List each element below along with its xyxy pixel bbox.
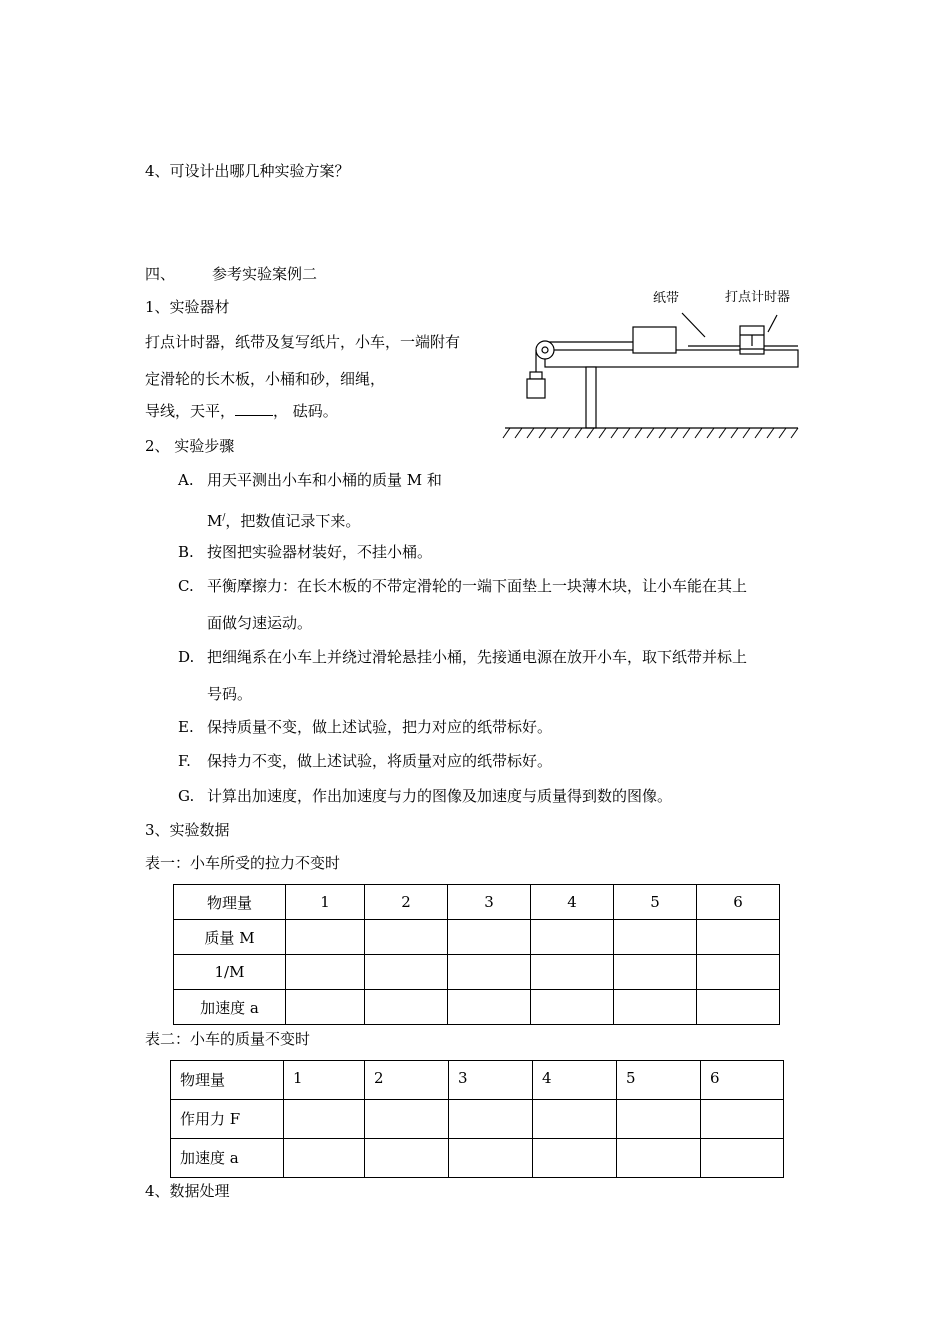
input-cell[interactable]	[365, 990, 448, 1025]
table-row	[174, 885, 780, 920]
table-2	[170, 1060, 784, 1178]
input-cell[interactable]	[365, 920, 448, 955]
row-label: 质量 M	[174, 920, 286, 955]
input-cell[interactable]	[697, 955, 780, 990]
step-g-text: 计算出加速度，作出加速度与力的图像及加速度与质量得到数的图像。	[207, 787, 673, 805]
step-f-text: 保持力不变，做上述试验，将质量对应的纸带标好。	[207, 752, 553, 770]
question-4: 4、可设计出哪几种实验方案？	[145, 162, 350, 180]
input-cell[interactable]	[617, 1100, 701, 1139]
input-cell[interactable]	[614, 920, 697, 955]
table-leg	[586, 367, 596, 428]
header-cell: 4	[533, 1061, 617, 1100]
table1-caption: 表一：小车所受的拉力不变时	[145, 854, 341, 872]
table2-caption: 表二：小车的质量不变时	[145, 1030, 311, 1048]
input-cell[interactable]	[531, 920, 614, 955]
input-cell[interactable]	[365, 1100, 449, 1139]
processing-heading: 4、数据处理	[145, 1182, 230, 1200]
row-label: 作用力 F	[171, 1100, 284, 1139]
input-cell[interactable]	[531, 955, 614, 990]
step-e-letter: E.	[178, 718, 194, 736]
step-d-text-1: 把细绳系在小车上并绕过滑轮悬挂小桶，先接通电源在放开小车，取下纸带并标上	[207, 648, 748, 666]
header-cell: 1	[284, 1061, 365, 1100]
input-cell[interactable]	[448, 990, 531, 1025]
pulley	[536, 341, 554, 359]
apparatus-diagram	[500, 280, 805, 445]
input-cell[interactable]	[614, 990, 697, 1025]
header-cell: 5	[617, 1061, 701, 1100]
input-cell[interactable]	[533, 1100, 617, 1139]
input-cell[interactable]	[286, 920, 365, 955]
bucket-weight	[530, 372, 542, 379]
steps-heading: 2、 实验步骤	[145, 437, 235, 455]
cart	[633, 327, 676, 353]
input-cell[interactable]	[614, 955, 697, 990]
step-b-text: 按图把实验器材装好，不挂小桶。	[207, 543, 433, 561]
input-cell[interactable]	[448, 955, 531, 990]
input-cell[interactable]	[533, 1139, 617, 1178]
input-cell[interactable]	[365, 955, 448, 990]
input-cell[interactable]	[701, 1100, 784, 1139]
step-f-letter: F.	[178, 752, 191, 770]
label-timer: 打点计时器	[725, 290, 791, 305]
section-number: 四、	[145, 265, 176, 283]
step-e-text: 保持质量不变，做上述试验，把力对应的纸带标好。	[207, 718, 553, 736]
row-label: 加速度 a	[171, 1139, 284, 1178]
materials-line-1: 打点计时器，纸带及复写纸片，小车，一端附有	[145, 333, 461, 351]
header-cell: 4	[531, 885, 614, 920]
header-cell: 2	[365, 885, 448, 920]
materials-line-3a: 导线，天平，	[145, 402, 236, 420]
input-cell[interactable]	[531, 990, 614, 1025]
header-cell: 5	[614, 885, 697, 920]
step-g-letter: G.	[178, 787, 195, 805]
header-cell: 6	[701, 1061, 784, 1100]
table-row	[171, 1100, 784, 1139]
input-cell[interactable]	[448, 920, 531, 955]
step-d-letter: D.	[178, 648, 195, 666]
header-cell: 物理量	[174, 885, 286, 920]
input-cell[interactable]	[449, 1139, 533, 1178]
table-row	[174, 920, 780, 955]
input-cell[interactable]	[284, 1100, 365, 1139]
row-label: 加速度 a	[174, 990, 286, 1025]
table-row	[171, 1061, 784, 1100]
input-cell[interactable]	[617, 1139, 701, 1178]
header-cell: 3	[449, 1061, 533, 1100]
header-cell: 6	[697, 885, 780, 920]
table-row	[171, 1139, 784, 1178]
step-c-letter: C.	[178, 577, 194, 595]
header-cell: 2	[365, 1061, 449, 1100]
table-1	[173, 884, 780, 1025]
materials-heading: 1、实验器材	[145, 298, 230, 316]
bucket	[527, 379, 545, 398]
input-cell[interactable]	[286, 955, 365, 990]
header-cell: 1	[286, 885, 365, 920]
input-cell[interactable]	[449, 1100, 533, 1139]
step-a-text-1: 用天平测出小车和小桶的质量 M 和	[207, 471, 442, 489]
row-label: 1/M	[174, 955, 286, 990]
input-cell[interactable]	[701, 1139, 784, 1178]
input-cell[interactable]	[286, 990, 365, 1025]
header-cell: 物理量	[171, 1061, 284, 1100]
table-row	[174, 955, 780, 990]
materials-line-3b: ， 砝码。	[273, 402, 338, 420]
input-cell[interactable]	[365, 1139, 449, 1178]
data-heading: 3、实验数据	[145, 821, 230, 839]
ground-hatching	[503, 428, 798, 438]
fill-in-blank[interactable]	[235, 401, 273, 416]
step-c-text-1: 平衡摩擦力：在长木板的不带定滑轮的一端下面垫上一块薄木块，让小车能在其上	[207, 577, 748, 595]
timer-leader	[768, 315, 777, 332]
header-cell: 3	[448, 885, 531, 920]
step-a-letter: A.	[178, 471, 194, 489]
materials-line-3	[145, 401, 338, 421]
label-tape: 纸带	[653, 291, 680, 306]
tape-leader	[682, 313, 705, 337]
table-row	[174, 990, 780, 1025]
step-d-text-2: 号码。	[207, 685, 253, 703]
input-cell[interactable]	[697, 920, 780, 955]
step-c-text-2: 面做匀速运动。	[207, 614, 313, 632]
section-title: 参考实验案例二	[212, 265, 318, 283]
materials-line-2: 定滑轮的长木板，小桶和砂，细绳，	[145, 370, 386, 388]
step-a-text-2: M/，把数值记录下来。	[207, 512, 361, 530]
input-cell[interactable]	[284, 1139, 365, 1178]
input-cell[interactable]	[697, 990, 780, 1025]
step-b-letter: B.	[178, 543, 194, 561]
